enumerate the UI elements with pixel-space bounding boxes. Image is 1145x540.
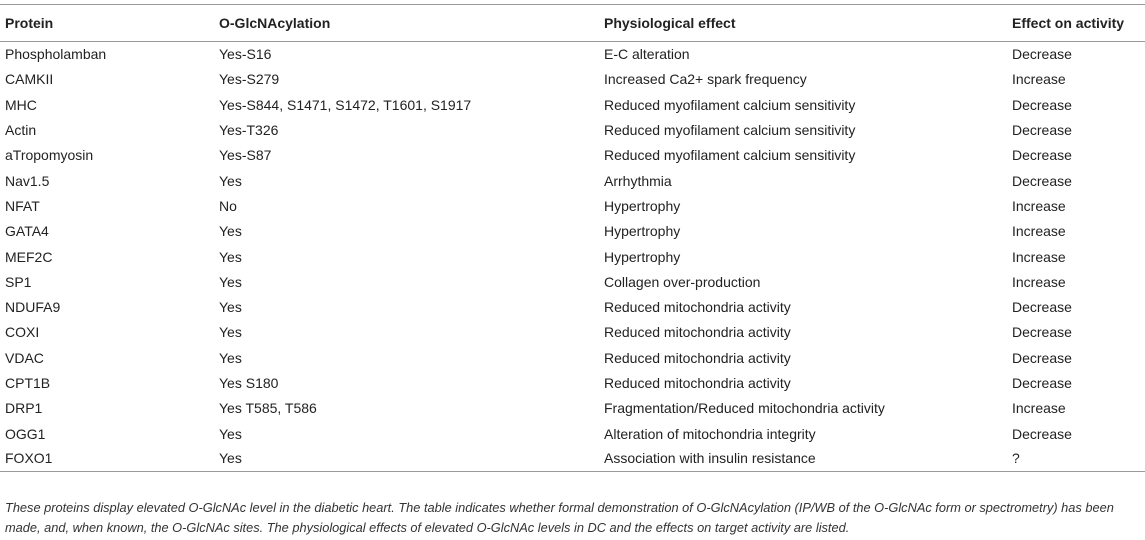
effect-on-activity-cell: Increase: [1012, 400, 1066, 417]
o-glcnacylation-cell: Yes-T326: [219, 122, 279, 139]
table-row: [0, 42, 1145, 67]
protein-cell: Phospholamban: [5, 46, 107, 63]
table-row: [0, 168, 1145, 193]
o-glcnacylation-cell: Yes-S844, S1471, S1472, T1601, S1917: [219, 96, 472, 113]
o-glcnacylation-cell: Yes: [219, 299, 242, 316]
table-row: [0, 219, 1145, 244]
protein-cell: CAMKII: [5, 71, 54, 88]
table-row: [0, 446, 1145, 471]
effect-on-activity-cell: Decrease: [1012, 96, 1072, 113]
protein-cell: CPT1B: [5, 375, 51, 391]
effect-on-activity-cell: Decrease: [1012, 299, 1072, 316]
header-effect-on-activity: Effect on activity: [1012, 15, 1125, 31]
physiological-effect-cell: Reduced mitochondria activity: [604, 299, 791, 316]
table-row: [0, 320, 1145, 345]
effect-on-activity-cell: Increase: [1012, 71, 1066, 88]
physiological-effect-cell: Reduced mitochondria activity: [604, 324, 791, 341]
protein-cell: OGG1: [5, 425, 46, 442]
table-row: [0, 193, 1145, 218]
physiological-effect-cell: Association with insulin resistance: [604, 449, 816, 466]
physiological-effect-cell: Reduced myofilament calcium sensitivity: [604, 96, 856, 113]
o-glcnacylation-cell: Yes: [219, 425, 242, 442]
physiological-effect-cell: Reduced myofilament calcium sensitivity: [604, 147, 856, 164]
table-row: [0, 421, 1145, 446]
protein-cell: FOXO1: [5, 449, 53, 466]
protein-cell: MEF2C: [5, 248, 53, 265]
table-row: [0, 345, 1145, 370]
protein-cell: VDAC: [5, 349, 44, 366]
o-glcnacylation-cell: Yes: [219, 223, 242, 240]
protein-cell: GATA4: [5, 223, 49, 240]
effect-on-activity-cell: ?: [1012, 449, 1020, 466]
physiological-effect-cell: Reduced mitochondria activity: [604, 375, 791, 391]
o-glcnacylation-cell: Yes T585, T586: [219, 400, 317, 417]
effect-on-activity-cell: Decrease: [1012, 349, 1072, 366]
physiological-effect-cell: Fragmentation/Reduced mitochondria activity: [604, 400, 885, 417]
effect-on-activity-cell: Decrease: [1012, 172, 1072, 189]
o-glcnacylation-cell: Yes S180: [219, 375, 279, 391]
table-row: [0, 92, 1145, 117]
o-glcnacylation-cell: Yes: [219, 324, 242, 341]
table-row: [0, 143, 1145, 168]
table-row: [0, 67, 1145, 92]
protein-cell: DRP1: [5, 400, 43, 417]
physiological-effect-cell: Hypertrophy: [604, 197, 681, 214]
physiological-effect-cell: Increased Ca2+ spark frequency: [604, 71, 807, 88]
o-glcnacylation-cell: Yes: [219, 449, 242, 466]
protein-cell: aTropomyosin: [5, 147, 94, 164]
table-row: [0, 117, 1145, 142]
effect-on-activity-cell: Increase: [1012, 197, 1066, 214]
o-glcnacylation-cell: Yes-S16: [219, 46, 272, 63]
header-protein: Protein: [5, 15, 54, 31]
effect-on-activity-cell: Increase: [1012, 273, 1066, 290]
effect-on-activity-cell: Increase: [1012, 223, 1066, 240]
physiological-effect-cell: Reduced myofilament calcium sensitivity: [604, 122, 856, 139]
o-glcnacylation-cell: Yes: [219, 273, 242, 290]
protein-cell: Actin: [5, 122, 37, 139]
table-row: [0, 370, 1145, 395]
protein-cell: COXI: [5, 324, 40, 341]
table-header: [0, 5, 1145, 42]
table-caption: These proteins display elevated O-GlcNAc level in the diabetic heart. The table indicates whether formal demonstration of O-GlcNAcylation (IP/WB of the O-GlcNAc form or spectrometry) has been made, and, when known, the O-GlcNAc sites. The physiological effects of elevated O-GlcNAc levels in DC and the effects on target activity are listed.: [5, 500, 1114, 535]
header-row: [0, 5, 1145, 42]
effect-on-activity-cell: Increase: [1012, 248, 1066, 265]
effect-on-activity-cell: Decrease: [1012, 425, 1072, 442]
effect-on-activity-cell: Decrease: [1012, 324, 1072, 341]
o-glcnacylation-cell: No: [219, 197, 237, 214]
physiological-effect-cell: Reduced mitochondria activity: [604, 349, 791, 366]
header-o-glcnacylation: O-GlcNAcylation: [219, 15, 331, 31]
physiological-effect-cell: Hypertrophy: [604, 223, 681, 240]
physiological-effect-cell: Hypertrophy: [604, 248, 681, 265]
effect-on-activity-cell: Decrease: [1012, 147, 1072, 164]
table-row: [0, 396, 1145, 421]
o-glcnacylation-cell: Yes: [219, 248, 242, 265]
protein-cell: MHC: [5, 96, 37, 113]
o-glcnacylation-cell: Yes: [219, 172, 242, 189]
physiological-effect-cell: Alteration of mitochondria integrity: [604, 425, 816, 442]
table-body: [0, 42, 1145, 472]
protein-cell: NDUFA9: [5, 299, 61, 316]
protein-cell: Nav1.5: [5, 172, 50, 189]
o-glcnacylation-cell: Yes: [219, 349, 242, 366]
o-glcnacylation-cell: Yes-S279: [219, 71, 280, 88]
physiological-effect-cell: E-C alteration: [604, 46, 690, 63]
header-physiological-effect: Physiological effect: [604, 15, 736, 31]
protein-cell: SP1: [5, 273, 32, 290]
effect-on-activity-cell: Decrease: [1012, 46, 1072, 63]
data-table: [0, 4, 1145, 472]
table-row: [0, 294, 1145, 319]
physiological-effect-cell: Arrhythmia: [604, 172, 672, 189]
table-row: [0, 244, 1145, 269]
protein-cell: NFAT: [5, 197, 40, 214]
physiological-effect-cell: Collagen over-production: [604, 273, 761, 290]
effect-on-activity-cell: Decrease: [1012, 122, 1072, 139]
o-glcnacylation-cell: Yes-S87: [219, 147, 272, 164]
effect-on-activity-cell: Decrease: [1012, 375, 1072, 391]
table-row: [0, 269, 1145, 294]
